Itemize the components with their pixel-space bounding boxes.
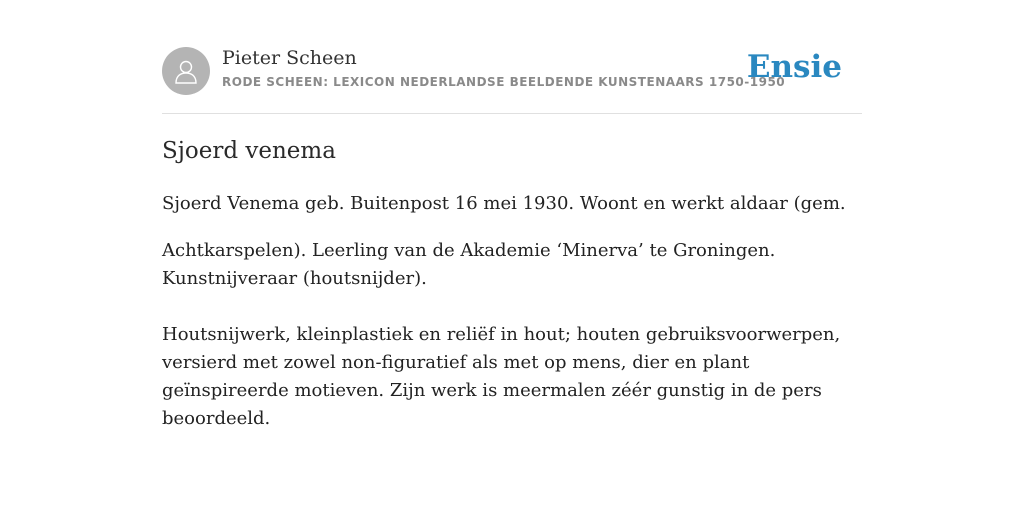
author-avatar[interactable] [162, 47, 210, 95]
article-header [162, 46, 862, 96]
article-title: Sjoerd venema [162, 138, 336, 164]
author-name[interactable]: Pieter Scheen [222, 47, 357, 69]
user-icon [171, 56, 201, 86]
article-paragraph: Achtkarspelen). Leerling van de Akademie ‘Minerva’ te Groningen. Kunstnijveraar (houtsnijder). [162, 240, 776, 289]
source-title[interactable]: RODE SCHEEN: LEXICON NEDERLANDSE BEELDENDE KUNSTENAARS 1750-1950 [222, 75, 786, 89]
header-divider [162, 113, 862, 114]
ensie-logo[interactable]: Ensie [746, 49, 842, 85]
article-paragraph: Sjoerd Venema geb. Buitenpost 16 mei 1930. Woont en werkt aldaar (gem. [162, 193, 846, 214]
article-paragraph: Houtsnijwerk, kleinplastiek en reliëf in hout; houten gebruiksvoorwerpen, versierd met zowel non-figuratief als met op mens, dier en plant geïnspireerde motieven. Zijn werk is meermalen zéér gunstig in de pers beoordeeld. [162, 324, 841, 429]
